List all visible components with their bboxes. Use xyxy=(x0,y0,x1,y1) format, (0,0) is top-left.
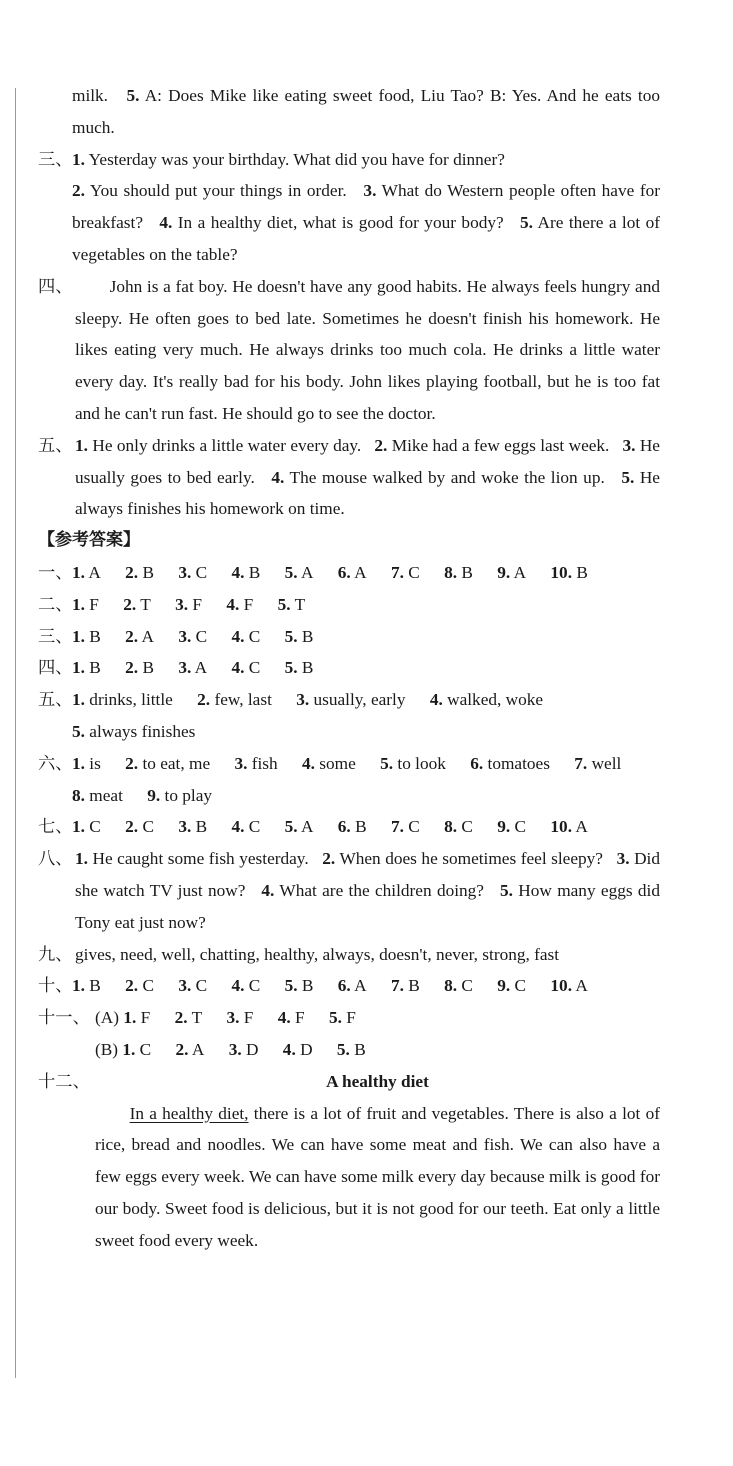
answer-value: C xyxy=(514,817,527,837)
item-text: A: Does Mike like eating sweet food, Liu Tao? B: Yes. And he eats too much. xyxy=(72,86,660,137)
item-number: 5. xyxy=(499,880,513,900)
answer-value: A xyxy=(354,976,367,996)
underlined-phrase: In a healthy diet, xyxy=(129,1103,249,1123)
answer-value: B xyxy=(89,658,101,678)
answer-value: B xyxy=(89,626,101,646)
section-label: 四、 xyxy=(38,276,73,296)
answer-value: B xyxy=(301,658,314,678)
item-number: 1. xyxy=(72,658,85,678)
answer-value: C xyxy=(461,976,473,996)
answer-value: A xyxy=(194,658,208,678)
answer-value: F xyxy=(140,1008,151,1028)
section-label: 十、 xyxy=(38,976,73,996)
answer-value: walked, woke xyxy=(447,690,544,710)
item-number: 3. xyxy=(616,849,630,869)
answer-value: B xyxy=(89,976,101,996)
section-label: 七、 xyxy=(38,817,73,837)
answer-value: B xyxy=(355,817,367,837)
answer-value: B xyxy=(301,626,314,646)
answer-wu xyxy=(38,684,660,748)
answer-value: D xyxy=(245,1039,259,1059)
answer-value: F xyxy=(192,594,203,614)
item-number: 2. xyxy=(123,594,137,614)
prev-section-continuation xyxy=(38,80,660,144)
answer-value: to play xyxy=(164,785,213,805)
item-number: 2. xyxy=(125,817,139,837)
section-label: 一、 xyxy=(38,562,73,582)
item-number: 7. xyxy=(390,562,404,582)
answer-jiu xyxy=(38,939,660,971)
answer-value: A xyxy=(141,626,154,646)
answer-value: C xyxy=(408,817,420,837)
item-number: 10. xyxy=(550,562,573,582)
section-label: 五、 xyxy=(38,435,73,455)
item-number: 4. xyxy=(231,976,245,996)
prev-line: milk. xyxy=(72,86,109,105)
item-number: 1. xyxy=(72,817,85,837)
item-number: 4. xyxy=(261,880,275,900)
item-number: 2. xyxy=(125,626,139,646)
item-number: 4. xyxy=(231,626,245,646)
word-list: gives, need, well, chatting, healthy, always, doesn't, never, strong, fast xyxy=(75,944,560,964)
item-number: 3. xyxy=(178,562,192,582)
answer-value: drinks, little xyxy=(89,690,173,710)
item-number: 5. xyxy=(284,658,298,678)
item-number: 5. xyxy=(328,1008,342,1028)
answer-value: T xyxy=(140,594,151,614)
answer-value: to look xyxy=(397,753,446,773)
item-number: 6. xyxy=(337,976,351,996)
answer-san xyxy=(38,621,660,653)
item-number: 4. xyxy=(226,594,240,614)
item-number: 8. xyxy=(444,562,458,582)
item-text: Mike had a few eggs last week. xyxy=(391,435,610,455)
answer-value: B xyxy=(195,817,208,837)
item-number: 5. xyxy=(621,467,635,487)
part-a xyxy=(95,1002,660,1034)
item-number: 3. xyxy=(175,594,189,614)
answer-value: well xyxy=(591,753,622,773)
item-number: 9. xyxy=(497,976,511,996)
item-number: 2. xyxy=(125,976,139,996)
item-number: 10. xyxy=(550,976,573,996)
answer-value: C xyxy=(248,658,261,678)
item-number: 4. xyxy=(429,690,443,710)
answer-value: A xyxy=(88,562,101,582)
item-number: 3. xyxy=(178,658,192,678)
item-number: 5. xyxy=(284,626,298,646)
answer-value: F xyxy=(89,594,99,614)
item-number: 2. xyxy=(174,1008,188,1028)
item-number: 5. xyxy=(284,817,298,837)
answer-value: C xyxy=(89,817,101,837)
section-label: 四、 xyxy=(38,658,73,678)
section-label: 八、 xyxy=(38,849,73,869)
item-number: 6. xyxy=(337,817,351,837)
item-number: 1. xyxy=(72,562,85,582)
item-number: 9. xyxy=(497,817,511,837)
answer-value: C xyxy=(195,562,208,582)
item-text: How many eggs did Tony eat just now? xyxy=(75,880,660,932)
section-san xyxy=(38,144,660,271)
item-number: 5. xyxy=(72,721,85,741)
item-number: 1. xyxy=(123,1008,137,1028)
answer-value: C xyxy=(195,976,208,996)
item-number: 5. xyxy=(277,594,291,614)
answer-value: tomatoes xyxy=(487,753,550,773)
item-number: 5. xyxy=(336,1039,350,1059)
item-text: Yesterday was your birthday. What did you have for dinner? xyxy=(88,149,505,169)
answer-value: B xyxy=(301,976,314,996)
item-text: He only drinks a little water every day. xyxy=(92,435,362,455)
item-number: 2. xyxy=(322,849,336,869)
answer-value: usually, early xyxy=(313,690,406,710)
item-number: 1. xyxy=(72,976,85,996)
item-number: 3. xyxy=(178,817,192,837)
answer-er xyxy=(38,589,660,621)
section-label: 三、 xyxy=(38,626,73,646)
item-number: 1. xyxy=(75,435,88,455)
answer-value: C xyxy=(195,626,208,646)
item-number: 2. xyxy=(197,690,211,710)
item-number: 5. xyxy=(284,976,298,996)
part-label: (A) xyxy=(95,1008,119,1028)
margin-rule xyxy=(15,88,16,1378)
item-number: 6. xyxy=(470,753,484,773)
answer-value: B xyxy=(248,562,261,582)
item-number: 9. xyxy=(497,562,511,582)
answer-value: F xyxy=(295,1008,305,1028)
answer-ba xyxy=(38,843,660,938)
answer-value: A xyxy=(300,562,314,582)
item-number: 1. xyxy=(72,753,85,773)
answer-liu xyxy=(38,748,660,812)
answer-value: B xyxy=(142,562,154,582)
item-number: 1. xyxy=(122,1039,136,1059)
item-number: 1. xyxy=(75,849,88,869)
answer-value: fish xyxy=(251,753,278,773)
answer-value: D xyxy=(300,1039,313,1059)
item-number: 1. xyxy=(72,626,85,646)
paragraph-text: John is a fat boy. He doesn't have any good habits. He always feels hungry and sleepy. He often goes to bed late. Sometimes he doesn't finish his homework. He likes eating very much. He always drinks too much cola. He drinks a little water every day. It's really bad for his body. John likes playing football, but he is too fat and he can't run fast. He should go to see the doctor. xyxy=(75,276,660,423)
item-number: 5. xyxy=(380,753,394,773)
item-number: 3. xyxy=(178,976,192,996)
answer-value: to eat, me xyxy=(142,753,211,773)
item-number: 6. xyxy=(337,562,351,582)
item-number: 4. xyxy=(302,753,315,773)
answer-value: always finishes xyxy=(89,721,196,741)
section-label: 五、 xyxy=(38,690,73,710)
item-number: 3. xyxy=(178,626,192,646)
answers-heading: 【参考答案】 xyxy=(38,530,140,551)
item-number: 9. xyxy=(147,785,161,805)
answer-yi xyxy=(38,557,660,589)
answer-value: meat xyxy=(89,785,123,805)
answer-value: C xyxy=(139,1039,152,1059)
item-number: 4. xyxy=(159,213,173,233)
answer-value: T xyxy=(191,1008,203,1028)
answer-value: few, last xyxy=(214,690,272,710)
part-label: (B) xyxy=(95,1039,119,1059)
item-text: He usually goes to bed early. xyxy=(75,435,660,487)
section-label: 三、 xyxy=(38,149,73,169)
item-number: 5. xyxy=(126,86,140,105)
section-si xyxy=(38,271,660,430)
part-b xyxy=(95,1034,660,1066)
essay-body xyxy=(95,1098,660,1257)
item-number: 4. xyxy=(231,817,245,837)
item-number: 10. xyxy=(550,817,573,837)
answer-value: C xyxy=(248,817,261,837)
answer-shiyi xyxy=(38,1002,660,1066)
item-number: 3. xyxy=(234,753,248,773)
item-text: What are the children doing? xyxy=(279,880,484,900)
answer-value: B xyxy=(354,1039,366,1059)
item-text: In a healthy diet, what is good for your body? xyxy=(177,213,504,233)
answer-value: F xyxy=(243,1008,254,1028)
answer-value: F xyxy=(346,1008,356,1028)
answer-value: A xyxy=(354,562,367,582)
answer-shier xyxy=(38,1066,660,1257)
answer-value: is xyxy=(89,753,101,773)
answer-value: C xyxy=(514,976,527,996)
answer-value: C xyxy=(248,626,261,646)
answer-shi xyxy=(38,970,660,1002)
page-content xyxy=(38,80,660,1256)
item-number: 7. xyxy=(574,753,588,773)
answer-value: A xyxy=(191,1039,205,1059)
answer-value: C xyxy=(142,976,154,996)
section-label: 九、 xyxy=(38,944,73,964)
item-number: 3. xyxy=(622,435,636,455)
item-text: What do Western people often have for breakfast? xyxy=(72,181,660,233)
answer-value: T xyxy=(294,594,306,614)
item-number: 4. xyxy=(271,467,285,487)
answer-value: C xyxy=(142,817,154,837)
section-label: 十一、 xyxy=(38,1008,90,1028)
item-number: 2. xyxy=(125,753,139,773)
item-number: 2. xyxy=(374,435,388,455)
essay-text: there is a lot of fruit and vegetables. There is also a lot of rice, bread and noodles. We can have some meat and fish. We can also have a few eggs every week. We can have some milk every day because milk is good for our body. Sweet food is delicious, but it is not good for our teeth. Eat only a little sweet food every week. xyxy=(95,1103,660,1250)
item-number: 7. xyxy=(390,976,404,996)
item-text: Are there a lot of vegetables on the table? xyxy=(72,213,661,264)
item-number: 2. xyxy=(72,181,85,201)
item-number: 8. xyxy=(72,785,85,805)
item-text: Did she watch TV just now? xyxy=(75,849,660,900)
item-number: 3. xyxy=(363,181,377,201)
answer-value: some xyxy=(319,753,356,773)
answer-value: C xyxy=(461,817,473,837)
answer-value: C xyxy=(408,562,420,582)
item-number: 2. xyxy=(125,562,139,582)
answer-value: B xyxy=(461,562,473,582)
item-number: 1. xyxy=(72,149,85,169)
item-text: When does he sometimes feel sleepy? xyxy=(339,849,603,869)
answer-si xyxy=(38,652,660,684)
item-number: 3. xyxy=(228,1039,242,1059)
item-number: 4. xyxy=(231,658,245,678)
item-text: He caught some fish yesterday. xyxy=(92,849,309,869)
item-text: He always finishes his homework on time. xyxy=(75,467,660,519)
answer-value: A xyxy=(513,562,527,582)
item-number: 5. xyxy=(284,562,298,582)
answer-value: F xyxy=(243,594,254,614)
item-number: 7. xyxy=(390,817,404,837)
item-number: 4. xyxy=(282,1039,296,1059)
item-number: 8. xyxy=(444,976,458,996)
section-label: 二、 xyxy=(38,594,73,614)
section-wu xyxy=(38,430,660,525)
item-number: 4. xyxy=(277,1008,291,1028)
answer-value: B xyxy=(576,562,588,582)
item-number: 2. xyxy=(175,1039,189,1059)
essay-title: A healthy diet xyxy=(326,1071,429,1091)
item-number: 1. xyxy=(72,690,85,710)
answer-value: B xyxy=(142,658,154,678)
item-number: 3. xyxy=(226,1008,240,1028)
answer-value: B xyxy=(408,976,420,996)
item-text: The mouse walked by and woke the lion up. xyxy=(289,467,605,487)
section-label: 六、 xyxy=(38,753,73,773)
answer-value: A xyxy=(300,817,314,837)
item-text: You should put your things in order. xyxy=(89,181,347,201)
item-number: 8. xyxy=(444,817,458,837)
item-number: 2. xyxy=(125,658,139,678)
item-number: 1. xyxy=(72,594,85,614)
section-label: 十二、 xyxy=(38,1071,90,1091)
item-number: 4. xyxy=(231,562,245,582)
answer-value: A xyxy=(575,817,588,837)
item-number: 5. xyxy=(520,213,533,233)
answer-qi xyxy=(38,811,660,843)
answer-value: A xyxy=(575,976,588,996)
item-number: 3. xyxy=(296,690,310,710)
answer-value: C xyxy=(248,976,261,996)
